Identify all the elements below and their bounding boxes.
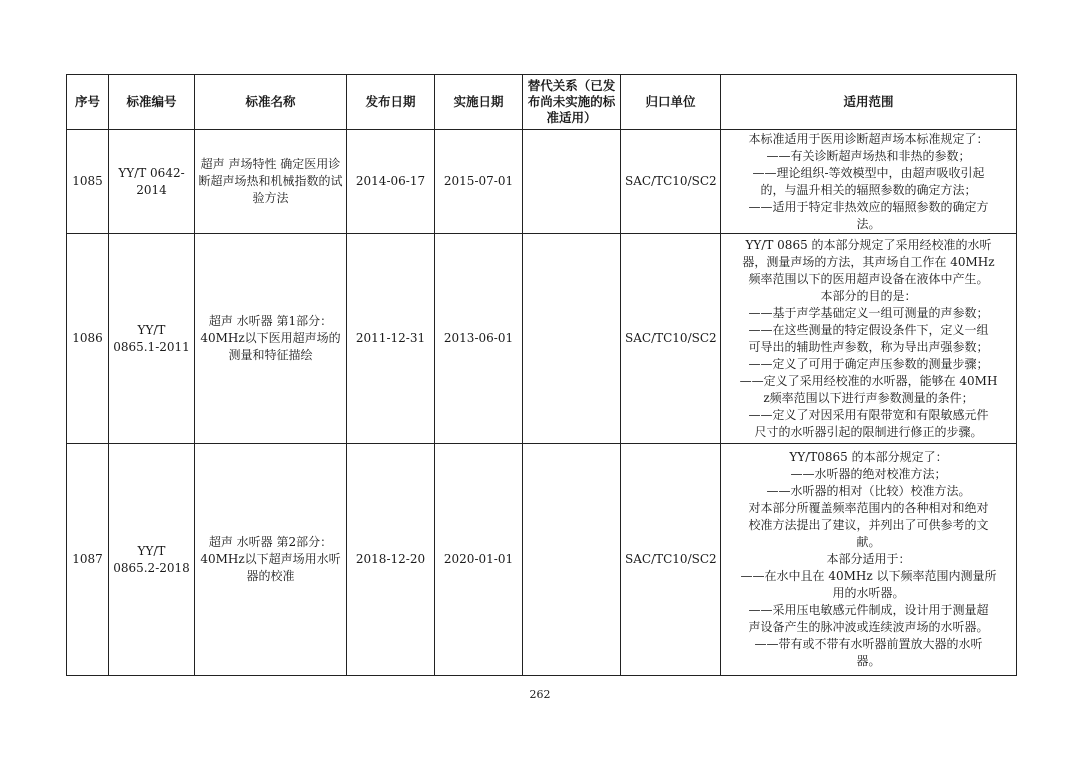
cell-replacement <box>523 130 621 234</box>
cell-scope <box>721 234 1017 444</box>
header-publish-date: 发布日期 <box>347 75 435 130</box>
scope-line: 用的水听器。 <box>832 586 905 600</box>
cell-name: 超声 水听器 第1部分：40MHz以下医用超声场的测量和特征描绘 <box>195 234 347 444</box>
scope-line: 献。 <box>856 535 881 549</box>
scope-line: ——定义了可用于确定声压参数的测量步骤； <box>748 356 989 371</box>
table-row <box>67 130 1017 234</box>
scope-line: 本部分的目的是： <box>820 288 917 303</box>
cell-scope <box>721 130 1017 234</box>
header-no: 序号 <box>67 75 109 130</box>
scope-line: 频率范围以下的医用超声设备在液体中产生。 <box>748 271 989 286</box>
page-number: 262 <box>529 688 551 701</box>
scope-line: 尺寸的水听器引起的限制进行修正的步骤。 <box>754 424 983 439</box>
scope-line: 本部分适用于： <box>826 552 911 566</box>
header-org: 归口单位 <box>621 75 721 130</box>
cell-name: 超声 水听器 第2部分：40MHz以下超声场用水听器的校准 <box>195 444 347 676</box>
scope-line: ——理论组织-等效模型中，由超声吸收引起 <box>752 165 985 180</box>
scope-line: ——有关诊断超声场热和非热的参数； <box>766 148 971 163</box>
cell-code: YY/T 0865.2-2018 <box>109 444 195 676</box>
scope-line: ——带有或不带有水听器前置放大器的水听 <box>754 637 983 651</box>
scope-line: YY/T 0865 的本部分规定了采用经校准的水听 <box>745 237 992 252</box>
cell-code: YY/T 0865.1-2011 <box>109 234 195 444</box>
cell-publish-date: 2014-06-17 <box>347 130 435 234</box>
table-header-row <box>67 75 1017 130</box>
header-code: 标准编号 <box>109 75 195 130</box>
scope-line: ——采用压电敏感元件制成，设计用于测量超 <box>748 603 989 617</box>
scope-line: ——基于声学基础定义一组可测量的声参数； <box>748 305 989 320</box>
scope-line: 器。 <box>856 654 881 668</box>
scope-line: ——水听器的绝对校准方法； <box>790 467 947 481</box>
header-replacement: 替代关系（已发布尚未实施的标准适用） <box>523 75 621 130</box>
cell-replacement <box>523 444 621 676</box>
scope-line: ——定义了采用经校准的水听器，能够在 40MH <box>739 373 998 388</box>
scope-line: 对本部分所覆盖频率范围内的各种相对和绝对 <box>748 501 989 515</box>
cell-org: SAC/TC10/SC2 <box>621 130 721 234</box>
cell-implement-date: 2020-01-01 <box>435 444 523 676</box>
table-row <box>67 234 1017 444</box>
scope-line: 器，测量声场的方法，其声场自工作在 40MHz <box>742 254 995 269</box>
cell-replacement <box>523 234 621 444</box>
table-row <box>67 444 1017 676</box>
scope-line: ——水听器的相对（比较）校准方法。 <box>766 484 971 498</box>
standards-table <box>66 74 1017 676</box>
cell-org: SAC/TC10/SC2 <box>621 234 721 444</box>
scope-line: 声设备产生的脉冲波或连续波声场的水听器。 <box>748 620 989 634</box>
cell-no: 1086 <box>67 234 109 444</box>
scope-line: 法。 <box>856 216 881 231</box>
scope-line: 可导出的辅助性声参数，称为导出声强参数； <box>748 339 989 354</box>
scope-line: 的，与温升相关的辐照参数的确定方法； <box>760 182 977 197</box>
cell-org: SAC/TC10/SC2 <box>621 444 721 676</box>
cell-publish-date: 2011-12-31 <box>347 234 435 444</box>
header-name: 标准名称 <box>195 75 347 130</box>
cell-implement-date: 2013-06-01 <box>435 234 523 444</box>
cell-name: 超声 声场特性 确定医用诊断超声场热和机械指数的试验方法 <box>195 130 347 234</box>
scope-line: 校准方法提出了建议，并列出了可供参考的文 <box>748 518 989 532</box>
scope-line: ——在水中且在 40MHz 以下频率范围内测量所 <box>740 569 997 583</box>
header-scope: 适用范围 <box>721 75 1017 130</box>
scope-line: z频率范围以下进行声参数测量的条件； <box>763 390 974 405</box>
cell-code: YY/T 0642-2014 <box>109 130 195 234</box>
cell-publish-date: 2018-12-20 <box>347 444 435 676</box>
scope-line: ——定义了对因采用有限带宽和有限敏感元件 <box>748 407 989 422</box>
scope-line: 本标准适用于医用诊断超声场本标准规定了： <box>748 131 989 146</box>
header-implement-date: 实施日期 <box>435 75 523 130</box>
cell-scope <box>721 444 1017 676</box>
cell-no: 1087 <box>67 444 109 676</box>
scope-line: ——在这些测量的特定假设条件下，定义一组 <box>748 322 989 337</box>
scope-line: YY/T0865 的本部分规定了： <box>789 450 948 464</box>
cell-no: 1085 <box>67 130 109 234</box>
cell-implement-date: 2015-07-01 <box>435 130 523 234</box>
scope-line: ——适用于特定非热效应的辐照参数的确定方 <box>748 199 989 214</box>
